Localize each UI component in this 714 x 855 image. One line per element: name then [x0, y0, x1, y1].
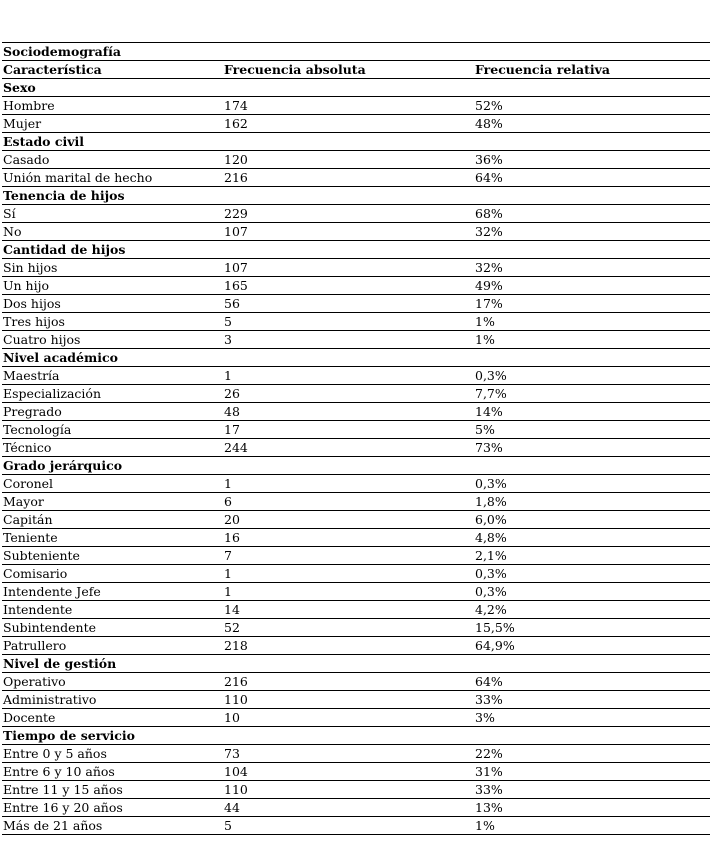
table-row: [2, 151, 710, 169]
header-absolute-frequency: Frecuencia absoluta: [223, 61, 474, 79]
section-heading: Grado jerárquico: [2, 457, 710, 475]
cell-absolute-frequency: 107: [223, 259, 474, 277]
cell-relative-frequency: 33%: [474, 781, 710, 799]
cell-absolute-frequency: 120: [223, 151, 474, 169]
cell-absolute-frequency: 26: [223, 385, 474, 403]
cell-relative-frequency: 13%: [474, 799, 710, 817]
cell-relative-frequency: 17%: [474, 295, 710, 313]
section-row: [2, 241, 710, 259]
table-row: [2, 169, 710, 187]
cell-characteristic: Operativo: [2, 673, 223, 691]
cell-relative-frequency: 1%: [474, 331, 710, 349]
cell-absolute-frequency: 7: [223, 547, 474, 565]
cell-relative-frequency: 49%: [474, 277, 710, 295]
table-row: [2, 385, 710, 403]
section-heading: Nivel de gestión: [2, 655, 710, 673]
table-row: [2, 223, 710, 241]
cell-absolute-frequency: 218: [223, 637, 474, 655]
cell-characteristic: Patrullero: [2, 637, 223, 655]
cell-relative-frequency: 4,2%: [474, 601, 710, 619]
cell-relative-frequency: 64%: [474, 169, 710, 187]
section-row: [2, 79, 710, 97]
cell-relative-frequency: 1%: [474, 313, 710, 331]
cell-absolute-frequency: 17: [223, 421, 474, 439]
cell-characteristic: Subteniente: [2, 547, 223, 565]
cell-absolute-frequency: 48: [223, 403, 474, 421]
cell-relative-frequency: 32%: [474, 223, 710, 241]
section-heading: Sexo: [2, 79, 710, 97]
cell-relative-frequency: 73%: [474, 439, 710, 457]
cell-absolute-frequency: 73: [223, 745, 474, 763]
cell-characteristic: Hombre: [2, 97, 223, 115]
cell-absolute-frequency: 16: [223, 529, 474, 547]
section-row: [2, 133, 710, 151]
section-heading: Estado civil: [2, 133, 710, 151]
cell-characteristic: Entre 0 y 5 años: [2, 745, 223, 763]
cell-absolute-frequency: 52: [223, 619, 474, 637]
cell-absolute-frequency: 1: [223, 367, 474, 385]
sociodemographic-table: [2, 42, 710, 835]
cell-relative-frequency: 3%: [474, 709, 710, 727]
cell-absolute-frequency: 1: [223, 583, 474, 601]
cell-relative-frequency: 14%: [474, 403, 710, 421]
table-body: [2, 43, 710, 835]
section-row: [2, 655, 710, 673]
cell-absolute-frequency: 216: [223, 673, 474, 691]
cell-characteristic: Coronel: [2, 475, 223, 493]
cell-absolute-frequency: 10: [223, 709, 474, 727]
cell-relative-frequency: 33%: [474, 691, 710, 709]
cell-characteristic: Subintendente: [2, 619, 223, 637]
cell-absolute-frequency: 110: [223, 691, 474, 709]
cell-characteristic: Tres hijos: [2, 313, 223, 331]
table-row: [2, 637, 710, 655]
cell-relative-frequency: 2,1%: [474, 547, 710, 565]
cell-absolute-frequency: 5: [223, 817, 474, 835]
cell-relative-frequency: 6,0%: [474, 511, 710, 529]
table-row: [2, 745, 710, 763]
cell-relative-frequency: 15,5%: [474, 619, 710, 637]
cell-relative-frequency: 0,3%: [474, 565, 710, 583]
cell-absolute-frequency: 6: [223, 493, 474, 511]
cell-characteristic: Sí: [2, 205, 223, 223]
table-row: [2, 817, 710, 835]
table-row: [2, 331, 710, 349]
cell-characteristic: No: [2, 223, 223, 241]
section-heading: Nivel académico: [2, 349, 710, 367]
cell-characteristic: Maestría: [2, 367, 223, 385]
table-row: [2, 565, 710, 583]
section-heading: Tiempo de servicio: [2, 727, 710, 745]
cell-characteristic: Más de 21 años: [2, 817, 223, 835]
table-row: [2, 781, 710, 799]
table-row: [2, 583, 710, 601]
table-row: [2, 313, 710, 331]
cell-characteristic: Entre 11 y 15 años: [2, 781, 223, 799]
cell-absolute-frequency: 104: [223, 763, 474, 781]
table-row: [2, 97, 710, 115]
cell-characteristic: Mayor: [2, 493, 223, 511]
cell-characteristic: Mujer: [2, 115, 223, 133]
section-heading: Cantidad de hijos: [2, 241, 710, 259]
cell-absolute-frequency: 3: [223, 331, 474, 349]
cell-relative-frequency: 0,3%: [474, 583, 710, 601]
cell-absolute-frequency: 107: [223, 223, 474, 241]
cell-relative-frequency: 36%: [474, 151, 710, 169]
table-row: [2, 205, 710, 223]
cell-relative-frequency: 0,3%: [474, 367, 710, 385]
table-row: [2, 799, 710, 817]
cell-characteristic: Administrativo: [2, 691, 223, 709]
table-row: [2, 475, 710, 493]
cell-characteristic: Un hijo: [2, 277, 223, 295]
table-row: [2, 619, 710, 637]
table-title-row: [2, 43, 710, 61]
cell-relative-frequency: 64%: [474, 673, 710, 691]
cell-characteristic: Capitán: [2, 511, 223, 529]
cell-absolute-frequency: 44: [223, 799, 474, 817]
section-row: [2, 727, 710, 745]
cell-absolute-frequency: 1: [223, 475, 474, 493]
table-row: [2, 277, 710, 295]
table-row: [2, 403, 710, 421]
table-row: [2, 493, 710, 511]
cell-characteristic: Unión marital de hecho: [2, 169, 223, 187]
table-row: [2, 529, 710, 547]
cell-absolute-frequency: 216: [223, 169, 474, 187]
cell-absolute-frequency: 162: [223, 115, 474, 133]
table-row: [2, 763, 710, 781]
section-heading: Tenencia de hijos: [2, 187, 710, 205]
cell-characteristic: Sin hijos: [2, 259, 223, 277]
cell-characteristic: Comisario: [2, 565, 223, 583]
section-row: [2, 457, 710, 475]
table-header-row: [2, 61, 710, 79]
cell-absolute-frequency: 165: [223, 277, 474, 295]
cell-relative-frequency: 48%: [474, 115, 710, 133]
cell-absolute-frequency: 20: [223, 511, 474, 529]
cell-absolute-frequency: 5: [223, 313, 474, 331]
cell-absolute-frequency: 110: [223, 781, 474, 799]
table-row: [2, 691, 710, 709]
cell-characteristic: Pregrado: [2, 403, 223, 421]
header-relative-frequency: Frecuencia relativa: [474, 61, 710, 79]
cell-relative-frequency: 52%: [474, 97, 710, 115]
cell-characteristic: Técnico: [2, 439, 223, 457]
cell-relative-frequency: 22%: [474, 745, 710, 763]
table-title: Sociodemografía: [2, 43, 710, 61]
cell-characteristic: Entre 16 y 20 años: [2, 799, 223, 817]
cell-relative-frequency: 1%: [474, 817, 710, 835]
table-row: [2, 439, 710, 457]
table-row: [2, 709, 710, 727]
table-row: [2, 295, 710, 313]
cell-characteristic: Teniente: [2, 529, 223, 547]
cell-characteristic: Cuatro hijos: [2, 331, 223, 349]
cell-characteristic: Entre 6 y 10 años: [2, 763, 223, 781]
cell-absolute-frequency: 56: [223, 295, 474, 313]
cell-absolute-frequency: 1: [223, 565, 474, 583]
cell-characteristic: Casado: [2, 151, 223, 169]
cell-characteristic: Intendente: [2, 601, 223, 619]
table-row: [2, 673, 710, 691]
header-characteristic: Característica: [2, 61, 223, 79]
cell-absolute-frequency: 244: [223, 439, 474, 457]
cell-absolute-frequency: 229: [223, 205, 474, 223]
cell-relative-frequency: 5%: [474, 421, 710, 439]
table-row: [2, 367, 710, 385]
cell-characteristic: Especialización: [2, 385, 223, 403]
cell-characteristic: Tecnología: [2, 421, 223, 439]
section-row: [2, 349, 710, 367]
cell-relative-frequency: 31%: [474, 763, 710, 781]
cell-relative-frequency: 4,8%: [474, 529, 710, 547]
cell-characteristic: Docente: [2, 709, 223, 727]
cell-relative-frequency: 7,7%: [474, 385, 710, 403]
table-row: [2, 511, 710, 529]
cell-relative-frequency: 32%: [474, 259, 710, 277]
cell-relative-frequency: 64,9%: [474, 637, 710, 655]
cell-relative-frequency: 0,3%: [474, 475, 710, 493]
cell-absolute-frequency: 174: [223, 97, 474, 115]
cell-characteristic: Intendente Jefe: [2, 583, 223, 601]
table-row: [2, 601, 710, 619]
cell-relative-frequency: 68%: [474, 205, 710, 223]
table-row: [2, 421, 710, 439]
table-row: [2, 547, 710, 565]
cell-relative-frequency: 1,8%: [474, 493, 710, 511]
cell-characteristic: Dos hijos: [2, 295, 223, 313]
table-row: [2, 115, 710, 133]
cell-absolute-frequency: 14: [223, 601, 474, 619]
section-row: [2, 187, 710, 205]
table-row: [2, 259, 710, 277]
